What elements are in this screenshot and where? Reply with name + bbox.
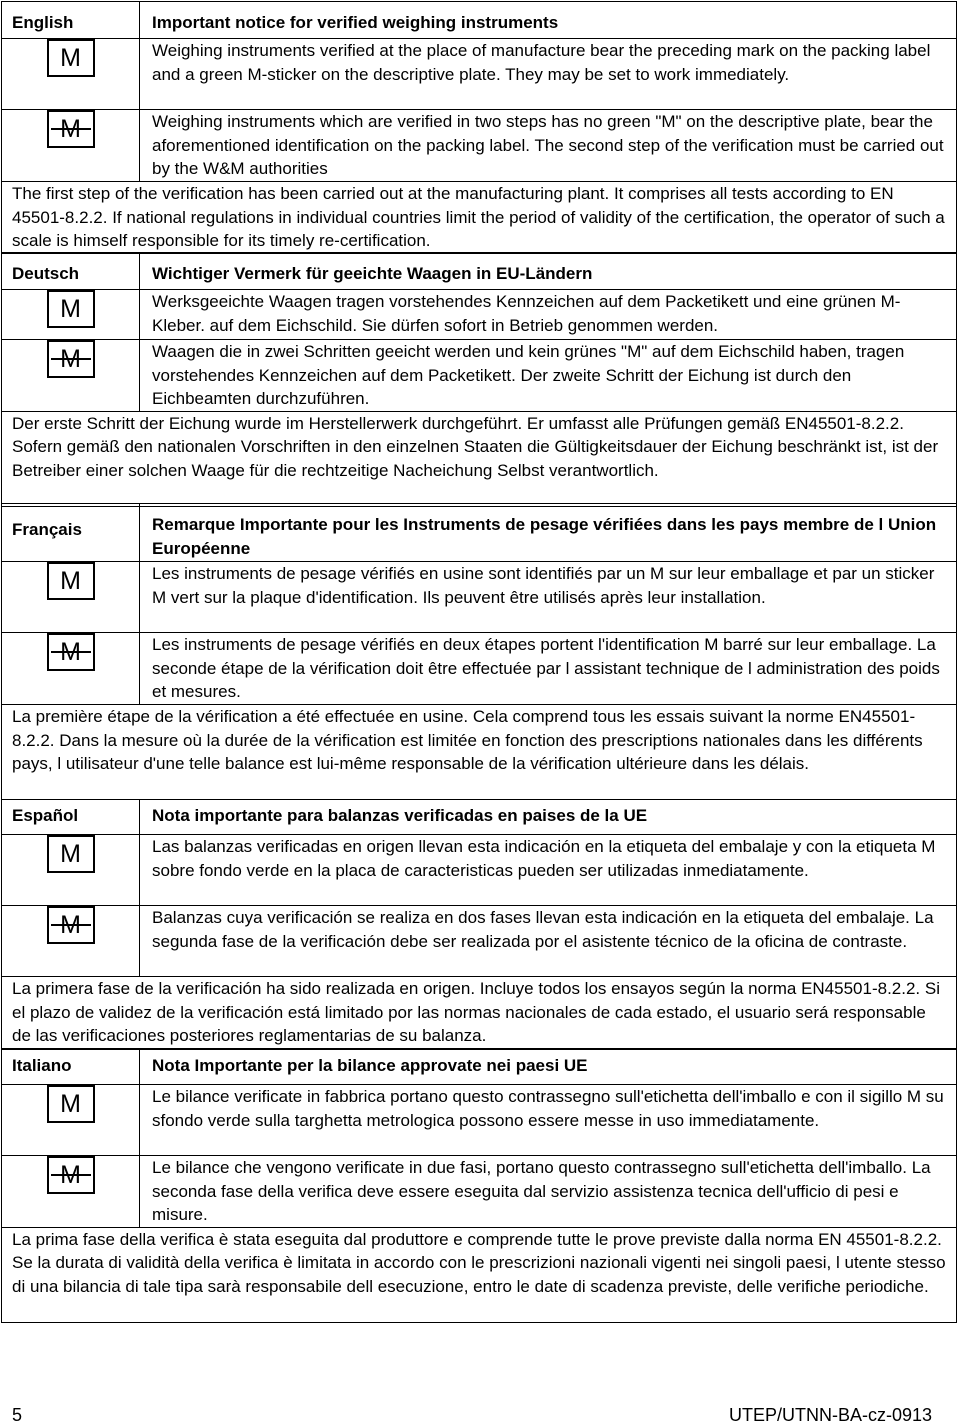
section-heading: Nota importante para balanzas verificadas en paises de la UE	[152, 806, 648, 825]
language-label: Français	[12, 520, 82, 539]
language-label: English	[12, 13, 74, 32]
single-step-paragraph: Las balanzas verificadas en origen llevan esta indicación en la etiqueta del embalaje y con la etiqueta M sobre fondo verde en la placa de caracteristicas pueden ser utilizadas inmediatamente.	[152, 837, 936, 880]
section-francais	[1, 503, 957, 800]
two-step-paragraph: Balanzas cuya verificación se realiza en dos fases llevan esta indicación en la etiqueta del embalaje. La segunda fase de la verificación debe ser realizada por el asistente técnico de la oficina de contraste.	[152, 908, 934, 951]
language-label: Deutsch	[12, 264, 80, 283]
section-heading: Important notice for verified weighing instruments	[152, 13, 559, 32]
section-footer-paragraph: La première étape de la vérification a été effectuée en usine. Cela comprend tous les essais suivant la norme EN45501-8.2.2. Dans la mesure où la durée de la vérification est limitée en fonction des prescriptions nationales dans les différents pays, l utilisateur d'une telle balance est lui-même responsable de la vérification ultérieure dans les délais.	[12, 707, 923, 773]
section-english	[1, 1, 957, 254]
verification-mark-icon: M	[47, 562, 95, 600]
verification-mark-icon: M	[47, 835, 95, 873]
two-step-paragraph: Waagen die in zwei Schritten geeicht werden und kein grünes "M" auf dem Eichschild haben, tragen vorstehendes Kennzeichen auf dem Packetikett. Der zweite Schritt der Eichung ist durch den Eichbeamten durchzuführen.	[152, 342, 905, 408]
language-label: Español	[12, 806, 79, 825]
single-step-paragraph: Les instruments de pesage vérifiés en usine sont identifiés par un M sur leur emballage et par un sticker M vert sur la plaque d'identification. Ils peuvent être utilisés après leur installation.	[152, 564, 935, 607]
section-espanol	[1, 799, 957, 1049]
single-step-paragraph: Weighing instruments verified at the place of manufacture bear the preceding mark on the packing label and a green M-sticker on the descriptive plate. They may be set to work immediately.	[152, 41, 931, 84]
verification-mark-icon: M	[47, 1085, 95, 1123]
two-step-paragraph: Les instruments de pesage vérifiés en deux étapes portent l'identification M barré sur leur emballage. La seconde étape de la vérification doit être effectuée par l assistant technique de l administration des poids et mesures.	[152, 635, 940, 701]
section-heading: Wichtiger Vermerk für geeichte Waagen in EU-Ländern	[152, 264, 593, 283]
section-heading: Nota Importante per la bilance approvate nei paesi UE	[152, 1056, 588, 1075]
verification-mark-icon: M	[47, 39, 95, 77]
document-code: UTEP/UTNN-BA-cz-0913	[728, 1405, 932, 1425]
section-footer-paragraph: The first step of the verification has been carried out at the manufacturing plant. It comprises all tests according to EN 45501-8.2.2. If national regulations in individual countries limit the period of validity of the certification, the operator of such a scale is himself responsible for its timely re-certification.	[12, 184, 945, 250]
section-italiano	[1, 1049, 957, 1323]
barred-verification-mark-icon: M	[47, 906, 95, 944]
page-number: 5	[12, 1405, 23, 1425]
barred-verification-mark-icon: M	[47, 340, 95, 378]
barred-verification-mark-icon: M	[47, 110, 95, 148]
single-step-paragraph: Le bilance verificate in fabbrica portano questo contrassegno sull'etichetta dell'imballo e con il sigillo M su sfondo verde sulla targhetta metrologica possono essere messe in uso immediatamente.	[152, 1087, 944, 1130]
barred-verification-mark-icon: M	[47, 633, 95, 671]
section-footer-paragraph: La primera fase de la verificación ha sido realizada en origen. Incluye todos los ensayos según la norma EN45501-8.2.2. Si el plazo de validez de la verificación está limitado por las normas nacionales de cada estado, el usuario será responsable de las verificaciones posteriores reglamentarias de su balanza.	[12, 979, 940, 1045]
two-step-paragraph: Weighing instruments which are verified in two steps has no green "M" on the descriptive plate, bear the aforementioned identification on the packing label. The second step of the verification must be carried out by the W&M authorities	[152, 112, 944, 178]
section-footer-paragraph: La prima fase della verifica è stata eseguita dal produttore e comprende tutte le prove previste dalla norma EN 45501-8.2.2. Se la durata di validità della verifica è limitata in accordo con le prescrizioni nazionali vigenti nei singoli paesi, l utente stesso di una bilancia di tale tipa sarà responsabile dell esecuzione, entro le date di scadenza previste, delle verifiche periodiche.	[12, 1229, 946, 1296]
section-deutsch	[1, 252, 957, 507]
section-footer-paragraph: Der erste Schritt der Eichung wurde im Herstellerwerk durchgeführt. Er umfasst alle Prüfungen gemäß EN45501-8.2.2. Sofern gemäß den nationalen Vorschriften in den einzelnen Staaten die Gültigkeitsdauer der Eichung beschränkt ist, ist der Betreiber einer solchen Waage für die rechtzeitige Nacheichung Selbst verantwortlich.	[12, 413, 939, 480]
single-step-paragraph: Werksgeeichte Waagen tragen vorstehendes Kennzeichen auf dem Packetikett und eine grünen M-Kleber. auf dem Eichschild. Sie dürfen sofort in Betrieb genommen werden.	[152, 292, 901, 335]
two-step-paragraph: Le bilance che vengono verificate in due fasi, portano questo contrassegno sull'etichetta dell'imballo. La seconda fase della verifica deve essere eseguita dal servizio assistenza tecnica dell'ufficio di pesi e misure.	[152, 1158, 931, 1224]
barred-verification-mark-icon: M	[47, 1156, 95, 1194]
language-label: Italiano	[12, 1056, 72, 1075]
verification-mark-icon: M	[47, 290, 95, 328]
section-heading: Remarque Importante pour les Instruments de pesage vérifiées dans les pays membre de l Union Européenne	[152, 515, 937, 558]
